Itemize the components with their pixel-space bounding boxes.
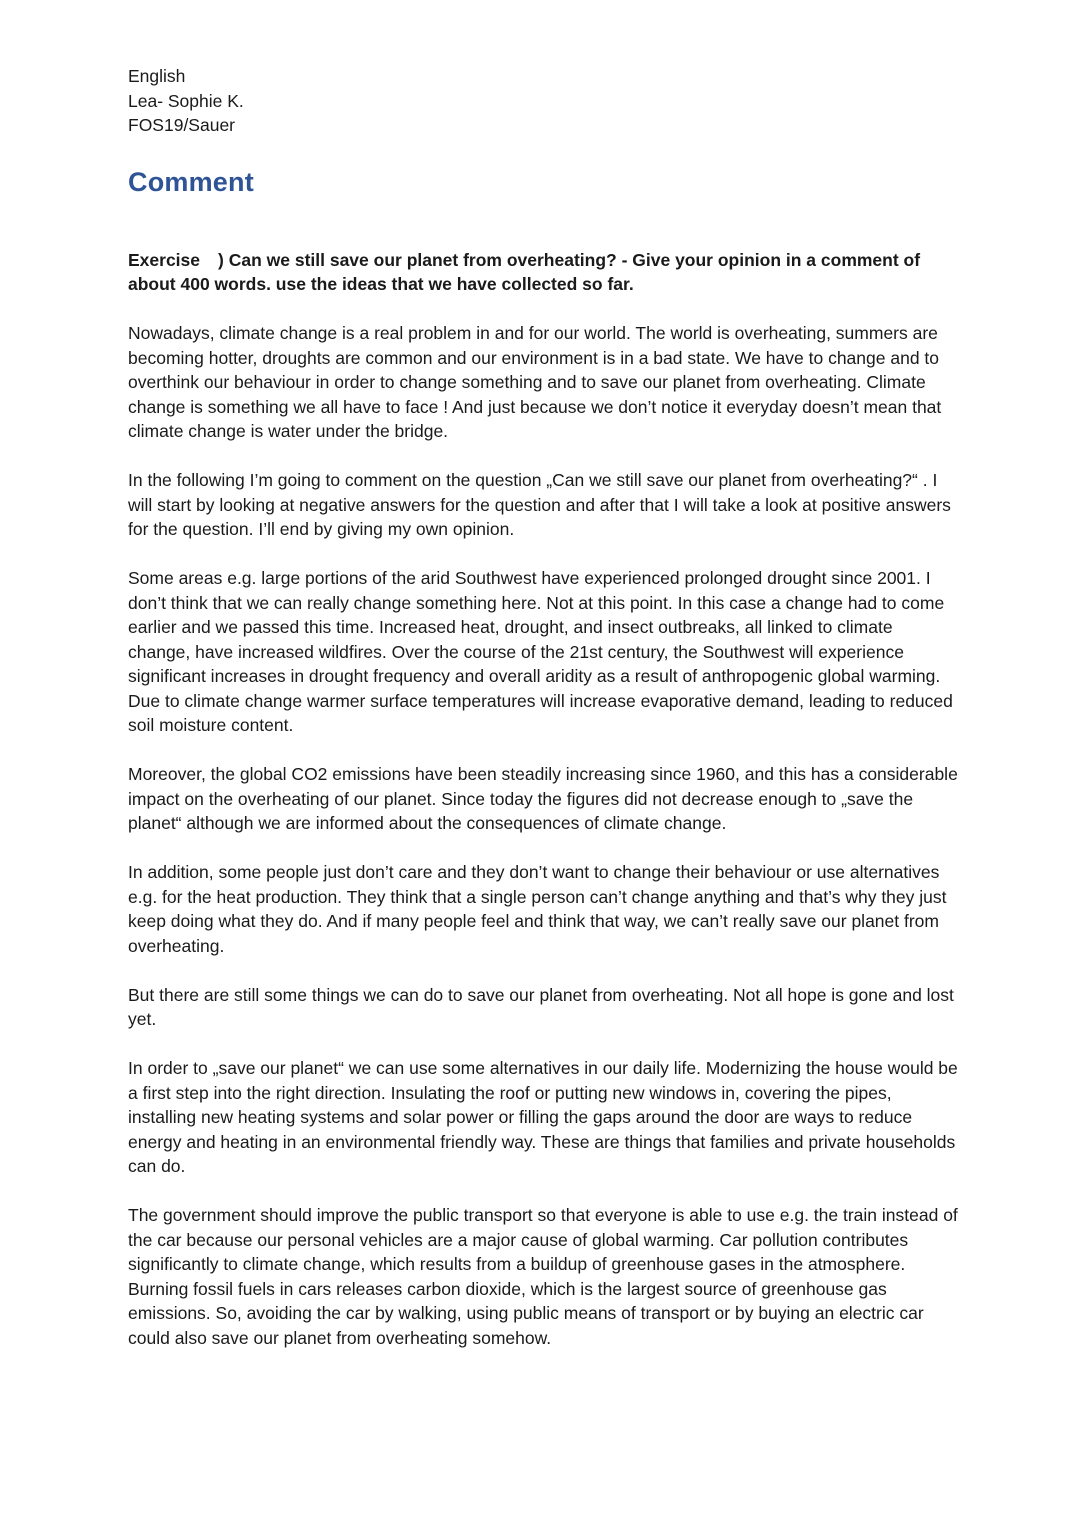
exercise-label: Exercise — [128, 249, 201, 270]
paragraph-households: In order to „save our planet“ we can use some alternatives in our daily life. Modernizing the house would be a first step into the right direction. Insulating the roof or putting new windows in, covering the pipes, installing new heating systems and solar power or filling the gaps around the door are ways to reduce energy and heating in an environmental friendly way. These are things that families and private households can do. — [128, 1058, 958, 1176]
class-line: FOS19/Sauer — [128, 115, 235, 135]
paragraph-transport: The government should improve the public transport so that everyone is able to use e.g. the train instead of the car because our personal vehicles are a major cause of global warming. Car pollution contributes significantly to climate change, which results from a buildup of greenhouse gases in the atmosphere. Burning fossil fuels in cars releases carbon dioxide, which is the largest source of greenhouse gas emissions. So, avoiding the car by walking, using public means of transport or by buying an electric car could also save our planet from overheating somehow. — [128, 1205, 958, 1348]
subject-line: English — [128, 66, 186, 86]
paragraph-drought: Some areas e.g. large portions of the arid Southwest have experienced prolonged drought since 2001. I don’t think that we can really change something here. Not at this point. In this case a change had to come earlier and we passed this time. Increased heat, drought, and insect outbreaks, all linked to climate change, have increased wildfires. Over the course of the 21st century, the Southwest will experience significant increases in drought frequency and overall aridity as a result of anthropogenic global warming. Due to climate change warmer surface temperatures will increase evaporative demand, leading to reduced soil moisture content. — [128, 568, 953, 735]
paragraph-introduction: Nowadays, climate change is a real problem in and for our world. The world is overheating, summers are becoming hotter, droughts are common and our environment is in a bad state. We have to change and to overthink our behaviour in order to change something and to save our planet from overheating. Climate change is something we all have to face ! And just because we don’t notice it everyday doesn’t mean that climate change is water under the bridge. — [128, 323, 942, 441]
paragraph-outline: In the following I’m going to comment on the question „Can we still save our planet from overheating?“ . I will start by looking at negative answers for the question and after that I will take a look at positive answers for the question. I’ll end by giving my own opinion. — [128, 470, 951, 539]
author-line: Lea- Sophie K. — [128, 90, 244, 111]
paragraph-co2-emissions: Moreover, the global CO2 emissions have been steadily increasing since 1960, and this has a considerable impact on the overheating of our planet. Since today the figures did not decrease enough to „save the planet“ although we are informed about the consequences of climate change. — [128, 764, 958, 833]
exercise-prompt — [128, 248, 958, 297]
paragraph-hope: But there are still some things we can do to save our planet from overheating. Not all hope is gone and lost yet. — [128, 984, 954, 1029]
exercise-text: ) Can we still save our planet from overheating? - Give your opinion in a comment of about 400 words. use the ideas that we have collected so far. — [128, 249, 921, 294]
page-title: Comment — [128, 166, 254, 197]
document-page — [128, 64, 958, 1350]
paragraph-indifference: In addition, some people just don’t care and they don’t want to change their behaviour or use alternatives e.g. for the heat production. They think that a single person can’t change anything and that’s why they just keep doing what they do. And if many people feel and think that way, we can’t really save our planet from overheating. — [128, 862, 947, 956]
document-header — [128, 64, 958, 138]
